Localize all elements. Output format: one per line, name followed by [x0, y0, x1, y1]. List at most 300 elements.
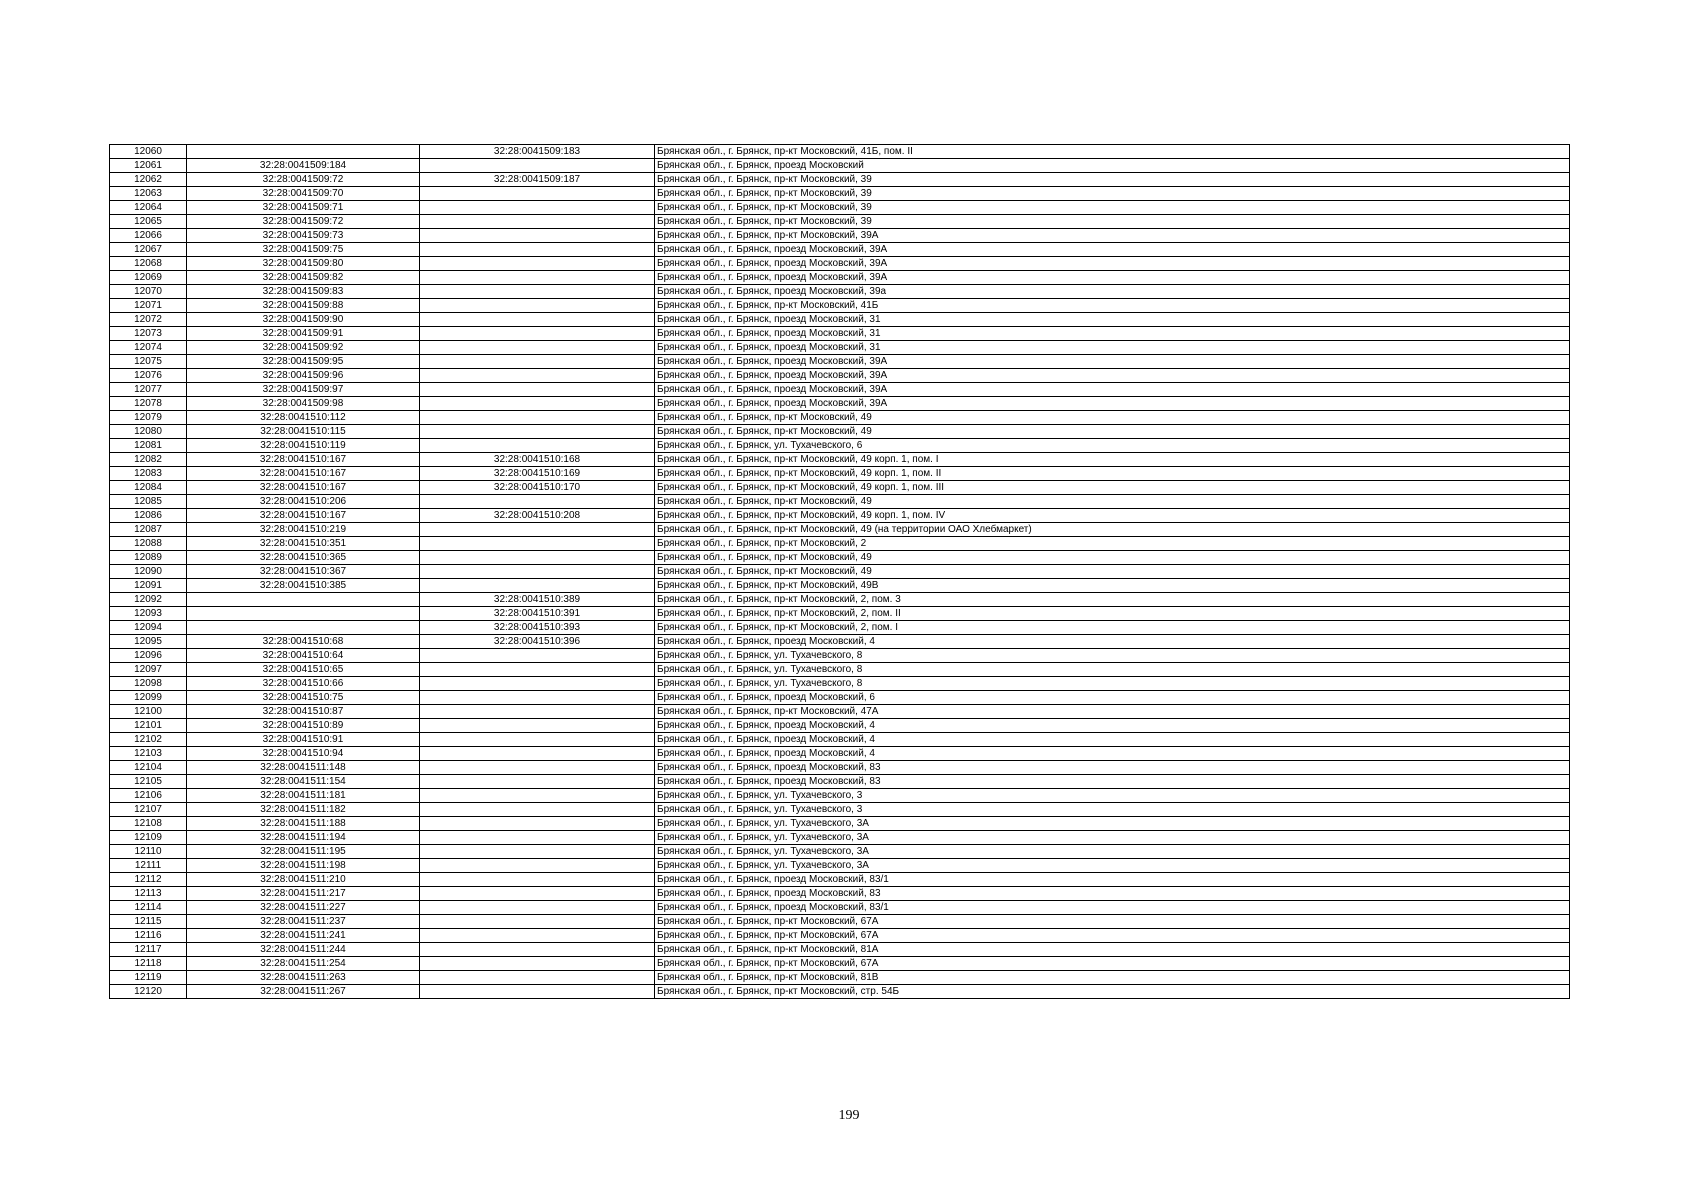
- land-parcel-cadastral-number-cell: 32:28:0041510:219: [187, 523, 420, 537]
- land-parcel-cadastral-number-cell: 32:28:0041511:227: [187, 901, 420, 915]
- table-row: [110, 397, 1570, 411]
- address-cell: Брянская обл., г. Брянск, пр-кт Московский, 81В: [655, 971, 1570, 985]
- land-parcel-cadastral-number-cell: 32:28:0041511:241: [187, 929, 420, 943]
- land-parcel-cadastral-number-cell: 32:28:0041510:68: [187, 635, 420, 649]
- address-cell: Брянская обл., г. Брянск, проезд Московский, 83: [655, 775, 1570, 789]
- page-number: 199: [838, 1108, 860, 1123]
- row-number-cell: 12067: [110, 243, 187, 257]
- premises-cadastral-number-cell: [420, 831, 655, 845]
- row-number-cell: 12096: [110, 649, 187, 663]
- row-number-cell: 12087: [110, 523, 187, 537]
- row-number-cell: 12076: [110, 369, 187, 383]
- premises-cadastral-number-cell: 32:28:0041510:389: [420, 593, 655, 607]
- address-cell: Брянская обл., г. Брянск, пр-кт Московский, 39: [655, 187, 1570, 201]
- land-parcel-cadastral-number-cell: 32:28:0041510:206: [187, 495, 420, 509]
- table-row: [110, 705, 1570, 719]
- table-row: [110, 201, 1570, 215]
- land-parcel-cadastral-number-cell: 32:28:0041509:72: [187, 173, 420, 187]
- row-number-cell: 12098: [110, 677, 187, 691]
- table-row: [110, 691, 1570, 705]
- address-cell: Брянская обл., г. Брянск, пр-кт Московский, 41Б, пом. II: [655, 145, 1570, 159]
- address-cell: Брянская обл., г. Брянск, ул. Тухачевского, 3: [655, 803, 1570, 817]
- premises-cadastral-number-cell: [420, 691, 655, 705]
- premises-cadastral-number-cell: [420, 663, 655, 677]
- premises-cadastral-number-cell: [420, 859, 655, 873]
- table-row: [110, 761, 1570, 775]
- premises-cadastral-number-cell: [420, 313, 655, 327]
- row-number-cell: 12066: [110, 229, 187, 243]
- row-number-cell: 12112: [110, 873, 187, 887]
- premises-cadastral-number-cell: [420, 299, 655, 313]
- table-row: [110, 453, 1570, 467]
- row-number-cell: 12102: [110, 733, 187, 747]
- land-parcel-cadastral-number-cell: 32:28:0041510:91: [187, 733, 420, 747]
- row-number-cell: 12080: [110, 425, 187, 439]
- premises-cadastral-number-cell: [420, 495, 655, 509]
- address-cell: Брянская обл., г. Брянск, проезд Московский, 6: [655, 691, 1570, 705]
- land-parcel-cadastral-number-cell: 32:28:0041509:71: [187, 201, 420, 215]
- premises-cadastral-number-cell: [420, 761, 655, 775]
- table-row: [110, 971, 1570, 985]
- land-parcel-cadastral-number-cell: 32:28:0041511:254: [187, 957, 420, 971]
- row-number-cell: 12091: [110, 579, 187, 593]
- land-parcel-cadastral-number-cell: 32:28:0041510:64: [187, 649, 420, 663]
- address-cell: Брянская обл., г. Брянск, ул. Тухачевского, 3А: [655, 817, 1570, 831]
- premises-cadastral-number-cell: 32:28:0041510:169: [420, 467, 655, 481]
- table-row: [110, 831, 1570, 845]
- premises-cadastral-number-cell: [420, 355, 655, 369]
- address-cell: Брянская обл., г. Брянск, проезд Московский, 39а: [655, 285, 1570, 299]
- land-parcel-cadastral-number-cell: 32:28:0041511:198: [187, 859, 420, 873]
- premises-cadastral-number-cell: [420, 733, 655, 747]
- address-cell: Брянская обл., г. Брянск, проезд Московский, 83: [655, 887, 1570, 901]
- land-parcel-cadastral-number-cell: 32:28:0041511:263: [187, 971, 420, 985]
- address-cell: Брянская обл., г. Брянск, ул. Тухачевского, 3А: [655, 831, 1570, 845]
- table-row: [110, 901, 1570, 915]
- row-number-cell: 12075: [110, 355, 187, 369]
- row-number-cell: 12084: [110, 481, 187, 495]
- land-parcel-cadastral-number-cell: 32:28:0041510:112: [187, 411, 420, 425]
- table-row: [110, 817, 1570, 831]
- premises-cadastral-number-cell: [420, 243, 655, 257]
- table-row: [110, 943, 1570, 957]
- row-number-cell: 12081: [110, 439, 187, 453]
- premises-cadastral-number-cell: [420, 439, 655, 453]
- table-row: [110, 243, 1570, 257]
- table-row: [110, 719, 1570, 733]
- address-cell: Брянская обл., г. Брянск, ул. Тухачевского, 3А: [655, 845, 1570, 859]
- row-number-cell: 12060: [110, 145, 187, 159]
- table-row: [110, 327, 1570, 341]
- table-row: [110, 775, 1570, 789]
- premises-cadastral-number-cell: [420, 369, 655, 383]
- address-cell: Брянская обл., г. Брянск, пр-кт Московский, 2, пом. I: [655, 621, 1570, 635]
- land-parcel-cadastral-number-cell: 32:28:0041511:181: [187, 789, 420, 803]
- row-number-cell: 12095: [110, 635, 187, 649]
- address-cell: Брянская обл., г. Брянск, ул. Тухачевского, 6: [655, 439, 1570, 453]
- row-number-cell: 12088: [110, 537, 187, 551]
- table-row: [110, 579, 1570, 593]
- address-cell: Брянская обл., г. Брянск, ул. Тухачевского, 3: [655, 789, 1570, 803]
- table-row: [110, 257, 1570, 271]
- premises-cadastral-number-cell: [420, 971, 655, 985]
- land-parcel-cadastral-number-cell: 32:28:0041509:92: [187, 341, 420, 355]
- premises-cadastral-number-cell: [420, 929, 655, 943]
- land-parcel-cadastral-number-cell: 32:28:0041509:95: [187, 355, 420, 369]
- land-parcel-cadastral-number-cell: 32:28:0041510:75: [187, 691, 420, 705]
- land-parcel-cadastral-number-cell: 32:28:0041509:184: [187, 159, 420, 173]
- land-parcel-cadastral-number-cell: 32:28:0041511:267: [187, 985, 420, 999]
- premises-cadastral-number-cell: 32:28:0041509:187: [420, 173, 655, 187]
- premises-cadastral-number-cell: [420, 719, 655, 733]
- table-row: [110, 355, 1570, 369]
- land-parcel-cadastral-number-cell: 32:28:0041510:167: [187, 509, 420, 523]
- row-number-cell: 12092: [110, 593, 187, 607]
- land-parcel-cadastral-number-cell: 32:28:0041510:385: [187, 579, 420, 593]
- land-parcel-cadastral-number-cell: 32:28:0041511:194: [187, 831, 420, 845]
- row-number-cell: 12085: [110, 495, 187, 509]
- premises-cadastral-number-cell: [420, 215, 655, 229]
- row-number-cell: 12110: [110, 845, 187, 859]
- row-number-cell: 12064: [110, 201, 187, 215]
- registry-table-body: [110, 145, 1570, 999]
- premises-cadastral-number-cell: [420, 257, 655, 271]
- address-cell: Брянская обл., г. Брянск, проезд Московский, 39А: [655, 243, 1570, 257]
- table-row: [110, 187, 1570, 201]
- land-parcel-cadastral-number-cell: 32:28:0041509:90: [187, 313, 420, 327]
- table-row: [110, 215, 1570, 229]
- table-row: [110, 621, 1570, 635]
- row-number-cell: 12094: [110, 621, 187, 635]
- address-cell: Брянская обл., г. Брянск, ул. Тухачевского, 8: [655, 649, 1570, 663]
- land-parcel-cadastral-number-cell: 32:28:0041509:82: [187, 271, 420, 285]
- address-cell: Брянская обл., г. Брянск, проезд Московский, 83/1: [655, 873, 1570, 887]
- address-cell: Брянская обл., г. Брянск, ул. Тухачевского, 3А: [655, 859, 1570, 873]
- table-row: [110, 915, 1570, 929]
- address-cell: Брянская обл., г. Брянск, пр-кт Московский, стр. 54Б: [655, 985, 1570, 999]
- row-number-cell: 12065: [110, 215, 187, 229]
- table-row: [110, 145, 1570, 159]
- table-row: [110, 957, 1570, 971]
- premises-cadastral-number-cell: [420, 873, 655, 887]
- land-parcel-cadastral-number-cell: 32:28:0041510:167: [187, 467, 420, 481]
- address-cell: Брянская обл., г. Брянск, пр-кт Московский, 49 корп. 1, пом. II: [655, 467, 1570, 481]
- row-number-cell: 12101: [110, 719, 187, 733]
- land-parcel-cadastral-number-cell: 32:28:0041511:182: [187, 803, 420, 817]
- premises-cadastral-number-cell: 32:28:0041510:396: [420, 635, 655, 649]
- address-cell: Брянская обл., г. Брянск, проезд Московский, 39А: [655, 355, 1570, 369]
- table-row: [110, 159, 1570, 173]
- row-number-cell: 12109: [110, 831, 187, 845]
- premises-cadastral-number-cell: [420, 159, 655, 173]
- table-row: [110, 425, 1570, 439]
- premises-cadastral-number-cell: [420, 341, 655, 355]
- land-parcel-cadastral-number-cell: 32:28:0041511:195: [187, 845, 420, 859]
- address-cell: Брянская обл., г. Брянск, проезд Московский, 31: [655, 313, 1570, 327]
- table-row: [110, 635, 1570, 649]
- premises-cadastral-number-cell: [420, 523, 655, 537]
- premises-cadastral-number-cell: [420, 537, 655, 551]
- premises-cadastral-number-cell: 32:28:0041510:208: [420, 509, 655, 523]
- address-cell: Брянская обл., г. Брянск, пр-кт Московский, 67А: [655, 929, 1570, 943]
- land-parcel-cadastral-number-cell: [187, 145, 420, 159]
- address-cell: Брянская обл., г. Брянск, ул. Тухачевского, 8: [655, 663, 1570, 677]
- land-parcel-cadastral-number-cell: 32:28:0041509:83: [187, 285, 420, 299]
- table-row: [110, 663, 1570, 677]
- address-cell: Брянская обл., г. Брянск, пр-кт Московский, 67А: [655, 957, 1570, 971]
- land-parcel-cadastral-number-cell: 32:28:0041510:94: [187, 747, 420, 761]
- table-row: [110, 481, 1570, 495]
- land-parcel-cadastral-number-cell: 32:28:0041509:73: [187, 229, 420, 243]
- address-cell: Брянская обл., г. Брянск, проезд Московский, 39А: [655, 271, 1570, 285]
- row-number-cell: 12090: [110, 565, 187, 579]
- address-cell: Брянская обл., г. Брянск, пр-кт Московский, 2: [655, 537, 1570, 551]
- premises-cadastral-number-cell: [420, 229, 655, 243]
- address-cell: Брянская обл., г. Брянск, пр-кт Московский, 2, пом. 3: [655, 593, 1570, 607]
- address-cell: Брянская обл., г. Брянск, пр-кт Московский, 49: [655, 411, 1570, 425]
- land-parcel-cadastral-number-cell: 32:28:0041509:75: [187, 243, 420, 257]
- address-cell: Брянская обл., г. Брянск, пр-кт Московский, 39: [655, 201, 1570, 215]
- land-parcel-cadastral-number-cell: 32:28:0041510:66: [187, 677, 420, 691]
- premises-cadastral-number-cell: 32:28:0041510:168: [420, 453, 655, 467]
- address-cell: Брянская обл., г. Брянск, проезд Московский, 83/1: [655, 901, 1570, 915]
- row-number-cell: 12104: [110, 761, 187, 775]
- row-number-cell: 12078: [110, 397, 187, 411]
- premises-cadastral-number-cell: [420, 551, 655, 565]
- land-parcel-cadastral-number-cell: 32:28:0041510:167: [187, 481, 420, 495]
- premises-cadastral-number-cell: [420, 565, 655, 579]
- table-row: [110, 789, 1570, 803]
- table-row: [110, 271, 1570, 285]
- cadastral-registry-table: [109, 144, 1570, 999]
- premises-cadastral-number-cell: 32:28:0041509:183: [420, 145, 655, 159]
- premises-cadastral-number-cell: [420, 677, 655, 691]
- address-cell: Брянская обл., г. Брянск, пр-кт Московский, 49 (на территории ОАО Хлебмаркет): [655, 523, 1570, 537]
- table-row: [110, 985, 1570, 999]
- premises-cadastral-number-cell: [420, 901, 655, 915]
- premises-cadastral-number-cell: [420, 327, 655, 341]
- row-number-cell: 12119: [110, 971, 187, 985]
- land-parcel-cadastral-number-cell: 32:28:0041511:244: [187, 943, 420, 957]
- row-number-cell: 12093: [110, 607, 187, 621]
- land-parcel-cadastral-number-cell: 32:28:0041511:154: [187, 775, 420, 789]
- address-cell: Брянская обл., г. Брянск, пр-кт Московский, 49 корп. 1, пом. III: [655, 481, 1570, 495]
- row-number-cell: 12115: [110, 915, 187, 929]
- address-cell: Брянская обл., г. Брянск, пр-кт Московский, 2, пом. II: [655, 607, 1570, 621]
- address-cell: Брянская обл., г. Брянск, пр-кт Московский, 49: [655, 425, 1570, 439]
- row-number-cell: 12111: [110, 859, 187, 873]
- row-number-cell: 12083: [110, 467, 187, 481]
- land-parcel-cadastral-number-cell: 32:28:0041511:148: [187, 761, 420, 775]
- premises-cadastral-number-cell: 32:28:0041510:391: [420, 607, 655, 621]
- address-cell: Брянская обл., г. Брянск, пр-кт Московский, 39: [655, 173, 1570, 187]
- address-cell: Брянская обл., г. Брянск, пр-кт Московский, 49 корп. 1, пом. I: [655, 453, 1570, 467]
- row-number-cell: 12070: [110, 285, 187, 299]
- address-cell: Брянская обл., г. Брянск, пр-кт Московский, 67А: [655, 915, 1570, 929]
- row-number-cell: 12097: [110, 663, 187, 677]
- address-cell: Брянская обл., г. Брянск, пр-кт Московский, 47А: [655, 705, 1570, 719]
- address-cell: Брянская обл., г. Брянск, проезд Московский, 4: [655, 733, 1570, 747]
- table-row: [110, 439, 1570, 453]
- table-row: [110, 607, 1570, 621]
- row-number-cell: 12114: [110, 901, 187, 915]
- table-row: [110, 467, 1570, 481]
- table-row: [110, 845, 1570, 859]
- land-parcel-cadastral-number-cell: 32:28:0041509:70: [187, 187, 420, 201]
- land-parcel-cadastral-number-cell: [187, 621, 420, 635]
- land-parcel-cadastral-number-cell: 32:28:0041510:89: [187, 719, 420, 733]
- table-row: [110, 285, 1570, 299]
- table-row: [110, 873, 1570, 887]
- row-number-cell: 12086: [110, 509, 187, 523]
- premises-cadastral-number-cell: [420, 943, 655, 957]
- table-row: [110, 859, 1570, 873]
- table-row: [110, 537, 1570, 551]
- row-number-cell: 12103: [110, 747, 187, 761]
- row-number-cell: 12071: [110, 299, 187, 313]
- land-parcel-cadastral-number-cell: 32:28:0041510:365: [187, 551, 420, 565]
- table-row: [110, 565, 1570, 579]
- premises-cadastral-number-cell: [420, 775, 655, 789]
- table-row: [110, 733, 1570, 747]
- address-cell: Брянская обл., г. Брянск, пр-кт Московский, 39А: [655, 229, 1570, 243]
- row-number-cell: 12107: [110, 803, 187, 817]
- row-number-cell: 12120: [110, 985, 187, 999]
- address-cell: Брянская обл., г. Брянск, пр-кт Московский, 49: [655, 565, 1570, 579]
- land-parcel-cadastral-number-cell: 32:28:0041509:97: [187, 383, 420, 397]
- premises-cadastral-number-cell: [420, 383, 655, 397]
- land-parcel-cadastral-number-cell: 32:28:0041509:91: [187, 327, 420, 341]
- address-cell: Брянская обл., г. Брянск, проезд Московский, 31: [655, 327, 1570, 341]
- row-number-cell: 12061: [110, 159, 187, 173]
- row-number-cell: 12062: [110, 173, 187, 187]
- table-row: [110, 747, 1570, 761]
- row-number-cell: 12108: [110, 817, 187, 831]
- table-row: [110, 299, 1570, 313]
- land-parcel-cadastral-number-cell: 32:28:0041509:72: [187, 215, 420, 229]
- land-parcel-cadastral-number-cell: 32:28:0041511:210: [187, 873, 420, 887]
- table-row: [110, 677, 1570, 691]
- address-cell: Брянская обл., г. Брянск, пр-кт Московский, 49 корп. 1, пом. IV: [655, 509, 1570, 523]
- premises-cadastral-number-cell: [420, 201, 655, 215]
- table-row: [110, 369, 1570, 383]
- address-cell: Брянская обл., г. Брянск, проезд Московский, 4: [655, 635, 1570, 649]
- row-number-cell: 12077: [110, 383, 187, 397]
- table-row: [110, 551, 1570, 565]
- land-parcel-cadastral-number-cell: 32:28:0041509:80: [187, 257, 420, 271]
- table-row: [110, 509, 1570, 523]
- row-number-cell: 12069: [110, 271, 187, 285]
- premises-cadastral-number-cell: [420, 789, 655, 803]
- address-cell: Брянская обл., г. Брянск, проезд Московский, 4: [655, 719, 1570, 733]
- premises-cadastral-number-cell: [420, 705, 655, 719]
- table-row: [110, 341, 1570, 355]
- table-row: [110, 593, 1570, 607]
- address-cell: Брянская обл., г. Брянск, проезд Московский, 83: [655, 761, 1570, 775]
- land-parcel-cadastral-number-cell: 32:28:0041511:217: [187, 887, 420, 901]
- premises-cadastral-number-cell: 32:28:0041510:393: [420, 621, 655, 635]
- premises-cadastral-number-cell: [420, 985, 655, 999]
- address-cell: Брянская обл., г. Брянск, пр-кт Московский, 81А: [655, 943, 1570, 957]
- land-parcel-cadastral-number-cell: 32:28:0041509:88: [187, 299, 420, 313]
- premises-cadastral-number-cell: [420, 649, 655, 663]
- premises-cadastral-number-cell: [420, 803, 655, 817]
- address-cell: Брянская обл., г. Брянск, пр-кт Московский, 49: [655, 495, 1570, 509]
- land-parcel-cadastral-number-cell: 32:28:0041511:188: [187, 817, 420, 831]
- address-cell: Брянская обл., г. Брянск, пр-кт Московский, 39: [655, 215, 1570, 229]
- premises-cadastral-number-cell: [420, 425, 655, 439]
- address-cell: Брянская обл., г. Брянск, проезд Московский, 39А: [655, 257, 1570, 271]
- land-parcel-cadastral-number-cell: 32:28:0041510:65: [187, 663, 420, 677]
- address-cell: Брянская обл., г. Брянск, пр-кт Московский, 49: [655, 551, 1570, 565]
- row-number-cell: 12116: [110, 929, 187, 943]
- land-parcel-cadastral-number-cell: 32:28:0041510:351: [187, 537, 420, 551]
- row-number-cell: 12100: [110, 705, 187, 719]
- premises-cadastral-number-cell: [420, 411, 655, 425]
- table-row: [110, 649, 1570, 663]
- table-row: [110, 887, 1570, 901]
- address-cell: Брянская обл., г. Брянск, проезд Московский, 39А: [655, 383, 1570, 397]
- row-number-cell: 12073: [110, 327, 187, 341]
- table-row: [110, 173, 1570, 187]
- premises-cadastral-number-cell: [420, 887, 655, 901]
- address-cell: Брянская обл., г. Брянск, ул. Тухачевского, 8: [655, 677, 1570, 691]
- row-number-cell: 12099: [110, 691, 187, 705]
- row-number-cell: 12089: [110, 551, 187, 565]
- table-row: [110, 523, 1570, 537]
- row-number-cell: 12072: [110, 313, 187, 327]
- table-row: [110, 383, 1570, 397]
- land-parcel-cadastral-number-cell: 32:28:0041510:87: [187, 705, 420, 719]
- address-cell: Брянская обл., г. Брянск, проезд Московский, 39А: [655, 369, 1570, 383]
- row-number-cell: 12118: [110, 957, 187, 971]
- address-cell: Брянская обл., г. Брянск, пр-кт Московский, 41Б: [655, 299, 1570, 313]
- address-cell: Брянская обл., г. Брянск, проезд Московский, 39А: [655, 397, 1570, 411]
- row-number-cell: 12117: [110, 943, 187, 957]
- table-row: [110, 229, 1570, 243]
- land-parcel-cadastral-number-cell: 32:28:0041510:115: [187, 425, 420, 439]
- row-number-cell: 12106: [110, 789, 187, 803]
- address-cell: Брянская обл., г. Брянск, проезд Московский, 31: [655, 341, 1570, 355]
- row-number-cell: 12074: [110, 341, 187, 355]
- address-cell: Брянская обл., г. Брянск, пр-кт Московский, 49В: [655, 579, 1570, 593]
- premises-cadastral-number-cell: [420, 915, 655, 929]
- premises-cadastral-number-cell: [420, 397, 655, 411]
- premises-cadastral-number-cell: [420, 271, 655, 285]
- table-row: [110, 929, 1570, 943]
- land-parcel-cadastral-number-cell: 32:28:0041510:167: [187, 453, 420, 467]
- land-parcel-cadastral-number-cell: 32:28:0041510:119: [187, 439, 420, 453]
- table-row: [110, 495, 1570, 509]
- row-number-cell: 12079: [110, 411, 187, 425]
- table-row: [110, 411, 1570, 425]
- land-parcel-cadastral-number-cell: [187, 593, 420, 607]
- row-number-cell: 12082: [110, 453, 187, 467]
- land-parcel-cadastral-number-cell: 32:28:0041510:367: [187, 565, 420, 579]
- table-row: [110, 803, 1570, 817]
- land-parcel-cadastral-number-cell: 32:28:0041509:98: [187, 397, 420, 411]
- address-cell: Брянская обл., г. Брянск, проезд Московский: [655, 159, 1570, 173]
- land-parcel-cadastral-number-cell: 32:28:0041509:96: [187, 369, 420, 383]
- premises-cadastral-number-cell: [420, 285, 655, 299]
- premises-cadastral-number-cell: [420, 845, 655, 859]
- table-row: [110, 313, 1570, 327]
- row-number-cell: 12105: [110, 775, 187, 789]
- land-parcel-cadastral-number-cell: 32:28:0041511:237: [187, 915, 420, 929]
- row-number-cell: 12068: [110, 257, 187, 271]
- land-parcel-cadastral-number-cell: [187, 607, 420, 621]
- address-cell: Брянская обл., г. Брянск, проезд Московский, 4: [655, 747, 1570, 761]
